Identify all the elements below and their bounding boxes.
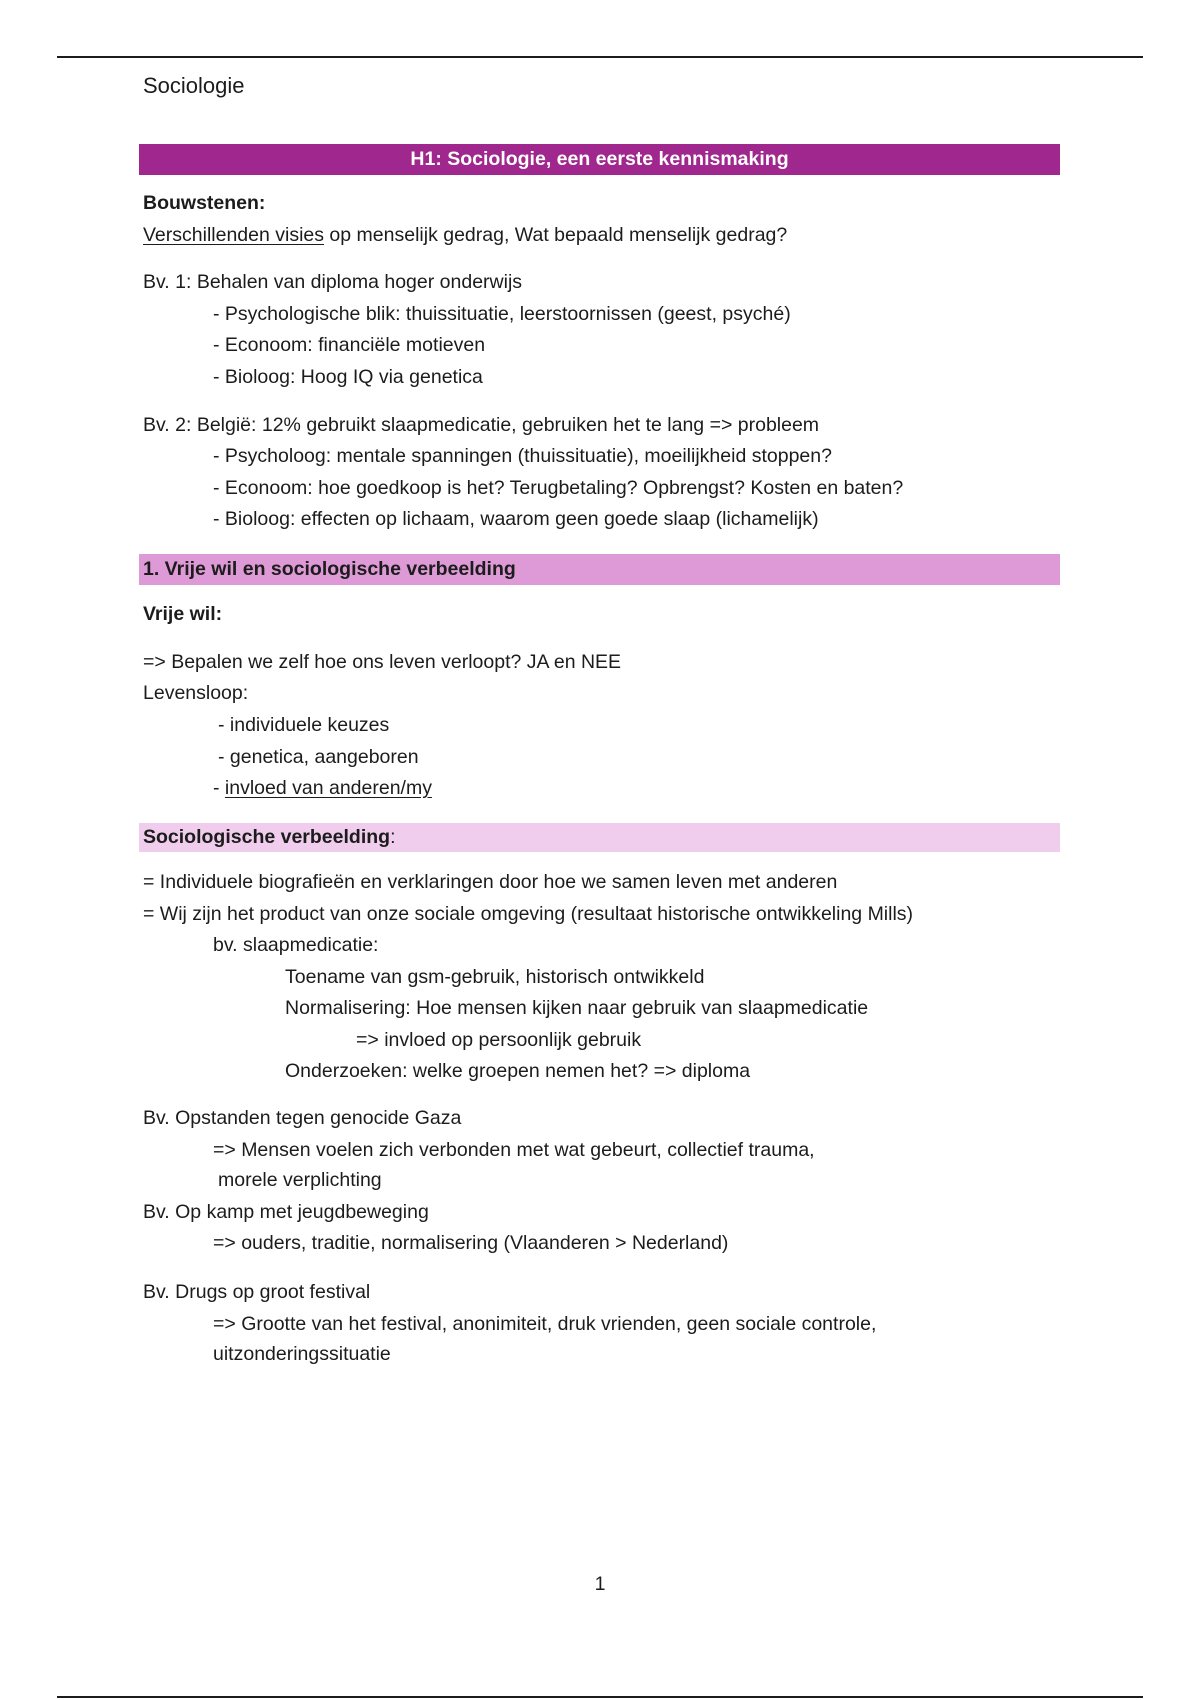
verbeelding-definition: = Individuele biografieën en verklaringen door hoe we samen leven met anderen	[143, 871, 838, 893]
levensloop-underlined: invloed van anderen/my	[224, 777, 432, 799]
example1-item: - Psychologische blik: thuissituatie, leerstoornissen (geest, psyché)	[213, 303, 791, 325]
example1-item: - Bioloog: Hoog IQ via genetica	[213, 366, 483, 388]
drugs-example-line: => Grootte van het festival, anonimiteit, druk vrienden, geen sociale controle,	[213, 1313, 877, 1335]
levensloop-item-last	[213, 776, 432, 800]
vrije-wil-question: => Bepalen we zelf hoe ons leven verloopt? JA en NEE	[143, 651, 622, 673]
visies-underlined: Verschillenden visies	[143, 224, 325, 246]
example1-item: - Econoom: financiële motieven	[213, 334, 486, 356]
verbeelding-colon: :	[390, 826, 396, 848]
chapter-heading: H1: Sociologie, een eerste kennismaking	[139, 144, 1060, 175]
slaapmedicatie-point: Toename van gsm-gebruik, historisch ontwikkeld	[285, 966, 705, 988]
verbeelding-title: Sociologische verbeelding	[143, 826, 391, 848]
top-rule	[57, 56, 1143, 58]
bouwstenen-heading: Bouwstenen:	[143, 192, 266, 214]
kamp-example-line: => ouders, traditie, normalisering (Vlaanderen > Nederland)	[213, 1232, 729, 1254]
bottom-rule	[57, 1696, 1143, 1698]
drugs-example-title: Bv. Drugs op groot festival	[143, 1281, 371, 1303]
gaza-example-title: Bv. Opstanden tegen genocide Gaza	[143, 1107, 462, 1129]
verbeelding-definition: = Wij zijn het product van onze sociale omgeving (resultaat historische ontwikkeling Mills)	[143, 903, 914, 925]
slaapmedicatie-label: bv. slaapmedicatie:	[213, 934, 379, 956]
example2-item: - Psycholoog: mentale spanningen (thuissituatie), moeilijkheid stoppen?	[213, 445, 832, 467]
vrije-wil-heading: Vrije wil:	[143, 603, 223, 625]
slaapmedicatie-point: Onderzoeken: welke groepen nemen het? => diploma	[285, 1060, 751, 1082]
example2-item: - Bioloog: effecten op lichaam, waarom geen goede slaap (lichamelijk)	[213, 508, 819, 530]
page-header-title: Sociologie	[143, 73, 245, 98]
slaapmedicatie-point: Normalisering: Hoe mensen kijken naar gebruik van slaapmedicatie	[285, 997, 869, 1019]
visies-line	[143, 223, 787, 247]
levensloop-item: - genetica, aangeboren	[218, 746, 419, 768]
example1-title: Bv. 1: Behalen van diploma hoger onderwijs	[143, 271, 523, 293]
levensloop-dash: -	[213, 777, 225, 799]
example2-title: Bv. 2: België: 12% gebruikt slaapmedicatie, gebruiken het te lang => probleem	[143, 414, 820, 436]
page-number: 1	[594, 1573, 606, 1595]
section1-heading: 1. Vrije wil en sociologische verbeelding	[139, 554, 1060, 585]
verbeelding-heading	[139, 823, 1060, 852]
gaza-example-line: => Mensen voelen zich verbonden met wat gebeurt, collectief trauma,	[213, 1139, 815, 1161]
slaapmedicatie-detail: => invloed op persoonlijk gebruik	[356, 1029, 642, 1051]
kamp-example-title: Bv. Op kamp met jeugdbeweging	[143, 1201, 429, 1223]
visies-rest: op menselijk gedrag, Wat bepaald menselijk gedrag?	[324, 224, 788, 246]
gaza-example-line: morele verplichting	[218, 1169, 382, 1191]
levensloop-label: Levensloop:	[143, 682, 249, 704]
drugs-example-line: uitzonderingssituatie	[213, 1343, 391, 1365]
example2-item: - Econoom: hoe goedkoop is het? Terugbetaling? Opbrengst? Kosten en baten?	[213, 477, 904, 499]
levensloop-item: - individuele keuzes	[218, 714, 390, 736]
